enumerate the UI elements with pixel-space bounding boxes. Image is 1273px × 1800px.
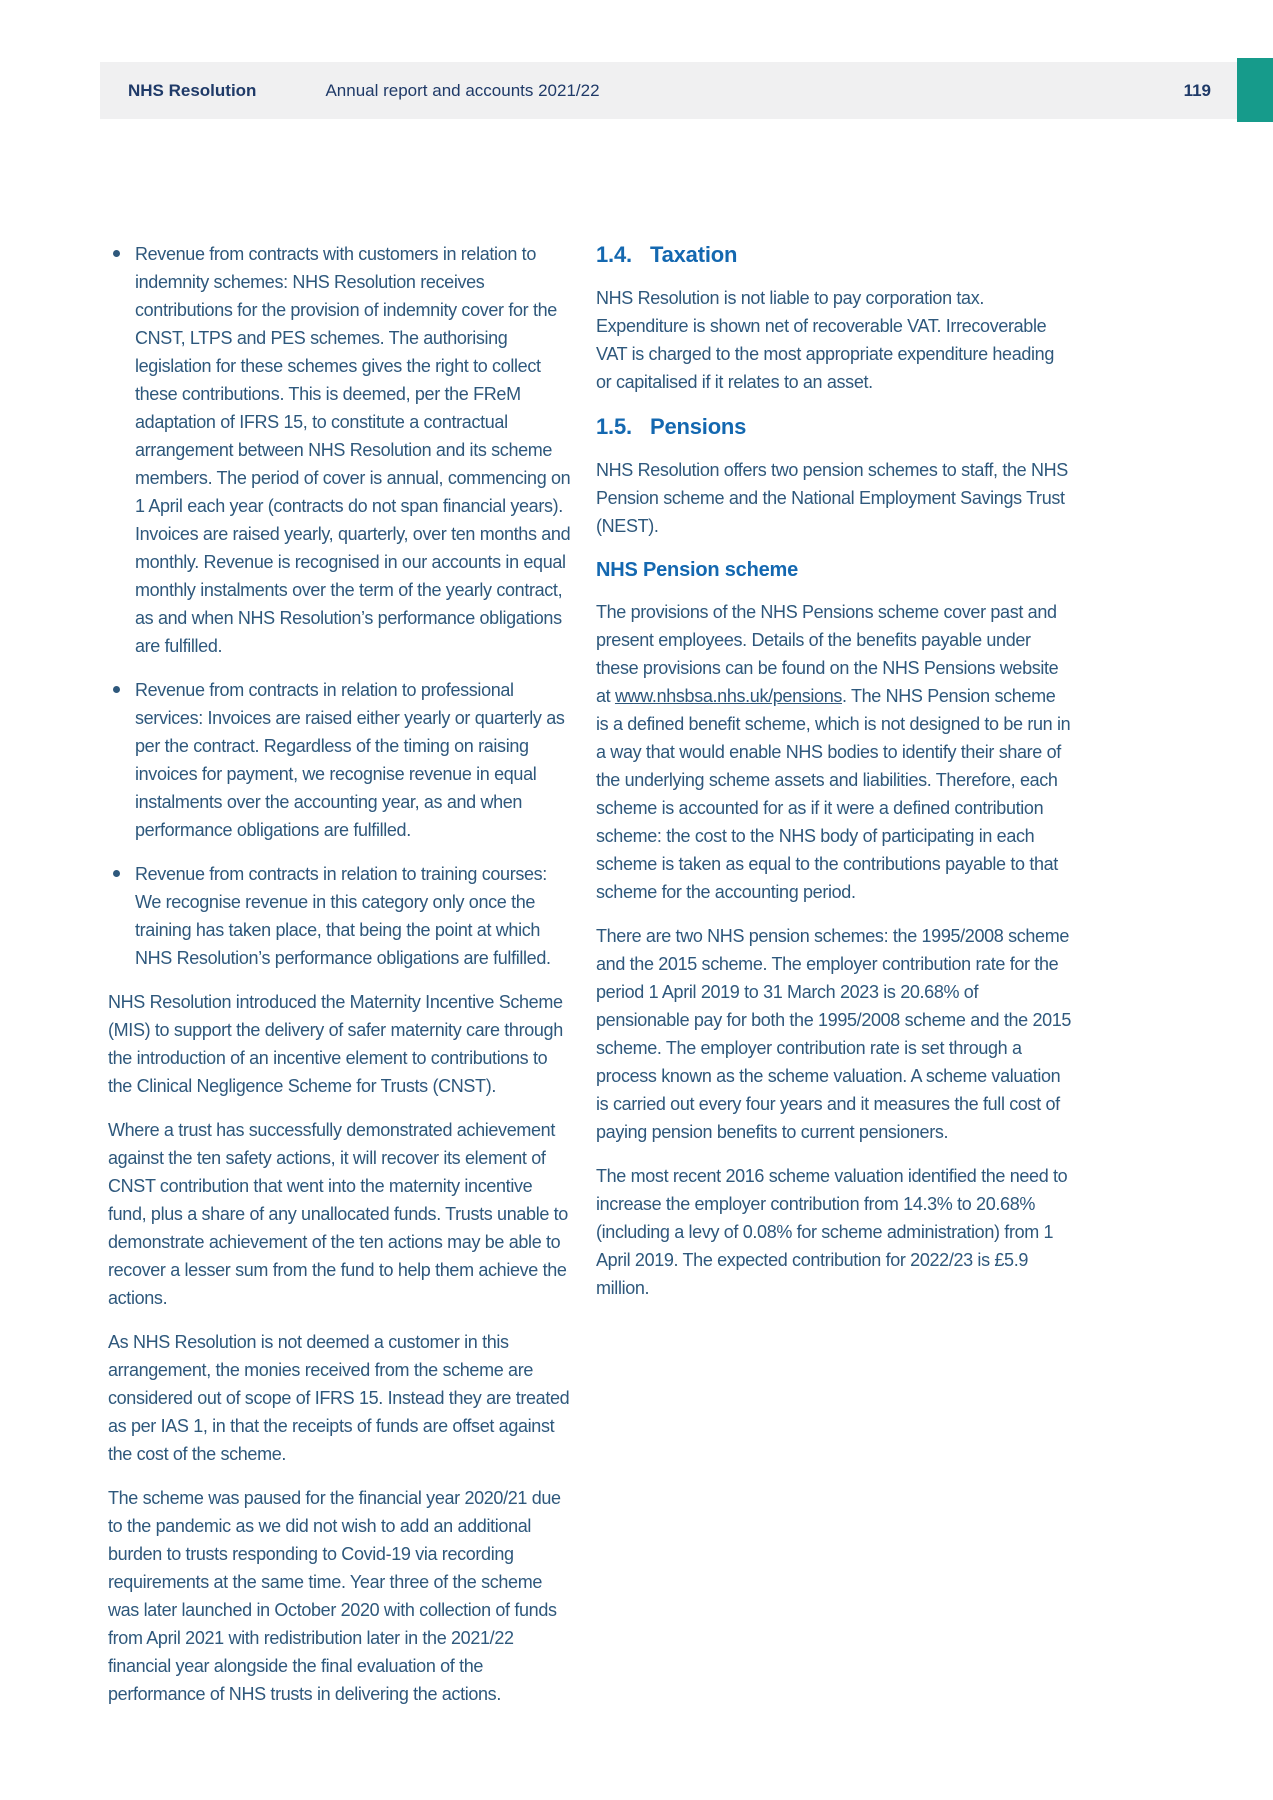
report-title: Annual report and accounts 2021/22 xyxy=(325,80,600,100)
paragraph: There are two NHS pension schemes: the 1995/2008 scheme and the 2015 scheme. The employer contribution rate for the period 1 April 2019 to 31 March 2023 is 20.68% of pensionable pay for both the 1995/2008 scheme and the 2015 scheme. The employer contribution rate is set through a process known as the scheme valuation. A scheme valuation is carried out every four years and it measures the full cost of paying pension benefits to current pensioners. xyxy=(596,926,1072,1142)
bullet-icon xyxy=(113,250,120,257)
paragraph xyxy=(596,598,1072,906)
list-item xyxy=(108,676,574,844)
paragraph: As NHS Resolution is not deemed a customer in this arrangement, the monies received from the scheme are considered out of scope of IFRS 15. Instead they are treated as per IAS 1, in that the receipts of funds are offset against the cost of the scheme. xyxy=(108,1332,570,1464)
subheading-nhs-pension-scheme: NHS Pension scheme xyxy=(596,559,799,581)
list-item xyxy=(108,860,574,972)
paragraph: NHS Resolution introduced the Maternity Incentive Scheme (MIS) to support the delivery of safer maternity care through the introduction of an incentive element to contributions to the Clinical Negligence Scheme for Trusts (CNST). xyxy=(108,992,563,1096)
left-column xyxy=(108,240,574,1724)
bullet-text: Revenue from contracts in relation to professional services: Invoices are raised either yearly or quarterly as per the contract. Regardless of the timing on raising invoices for payment, we recognise revenue in equal instalments over the accounting year, as and when performance obligations are fulfilled. xyxy=(135,680,565,840)
paragraph: NHS Resolution offers two pension schemes to staff, the NHS Pension scheme and the National Employment Savings Trust (NEST). xyxy=(596,460,1068,536)
bullet-icon xyxy=(113,686,120,693)
section-heading-taxation xyxy=(596,240,1072,270)
section-number: 1.5. xyxy=(596,414,632,439)
list-item xyxy=(108,240,574,660)
header-right-accent-block xyxy=(1237,58,1273,122)
bullet-icon xyxy=(113,870,120,877)
bullet-text: Revenue from contracts with customers in relation to indemnity schemes: NHS Resolution receives contributions for the provision of indemnity cover for the CNST, LTPS and PES schemes. The authorising legislation for these schemes gives the right to collect these contributions. This is deemed, per the FReM adaptation of IFRS 15, to constitute a contractual arrangement between NHS Resolution and its scheme members. The period of cover is annual, commencing on 1 April each year (contracts do not span financial years). Invoices are raised yearly, quarterly, over ten months and monthly. Revenue is recognised in our accounts in equal monthly instalments over the term of the yearly contract, as and when NHS Resolution’s performance obligations are fulfilled. xyxy=(135,244,571,656)
paragraph: Where a trust has successfully demonstrated achievement against the ten safety actions, it will recover its element of CNST contribution that went into the maternity incentive fund, plus a share of any unallocated funds. Trusts unable to demonstrate achievement of the ten actions may be able to recover a lesser sum from the fund to help them achieve the actions. xyxy=(108,1120,568,1308)
paragraph-text: The provisions of the NHS Pensions scheme cover past and present employees. Details of the benefits payable under these provisions can be found on the NHS Pensions website at xyxy=(596,602,1059,706)
page-number: 119 xyxy=(1183,80,1211,100)
paragraph: The scheme was paused for the financial year 2020/21 due to the pandemic as we did not wish to add an additional burden to trusts responding to Covid-19 via recording requirements at the same time. Year three of the scheme was later launched in October 2020 with collection of funds from April 2021 with redistribution later in the 2021/22 financial year alongside the final evaluation of the performance of NHS trusts in delivering the actions. xyxy=(108,1488,561,1704)
page-header xyxy=(100,62,1237,119)
paragraph: The most recent 2016 scheme valuation identified the need to increase the employer contribution from 14.3% to 20.68% (including a levy of 0.08% for scheme administration) from 1 April 2019. The expected contribution for 2022/23 is £5.9 million. xyxy=(596,1166,1068,1298)
paragraph: NHS Resolution is not liable to pay corporation tax. Expenditure is shown net of recoverable VAT. Irrecoverable VAT is charged to the most appropriate expenditure heading or capitalised if it relates to an asset. xyxy=(596,288,1055,392)
revenue-bullet-list xyxy=(108,240,574,972)
section-title: Taxation xyxy=(650,242,738,267)
report-brand: NHS Resolution xyxy=(128,80,257,100)
pensions-website-link[interactable]: www.nhsbsa.nhs.uk/pensions xyxy=(614,686,843,706)
right-column xyxy=(596,240,1072,1318)
section-number: 1.4. xyxy=(596,242,632,267)
section-title: Pensions xyxy=(650,414,747,439)
bullet-text: Revenue from contracts in relation to training courses: We recognise revenue in this category only once the training has taken place, that being the point at which NHS Resolution’s performance obligations are fulfilled. xyxy=(135,864,551,968)
paragraph-text: . The NHS Pension scheme is a defined benefit scheme, which is not designed to be run in a way that would enable NHS bodies to identify their share of the underlying scheme assets and liabilities. Therefore, each scheme is accounted for as if it were a defined contribution scheme: the cost to the NHS body of participating in each scheme is taken as equal to the contributions payable to that scheme for the accounting period. xyxy=(596,686,1071,902)
section-heading-pensions xyxy=(596,412,1072,442)
